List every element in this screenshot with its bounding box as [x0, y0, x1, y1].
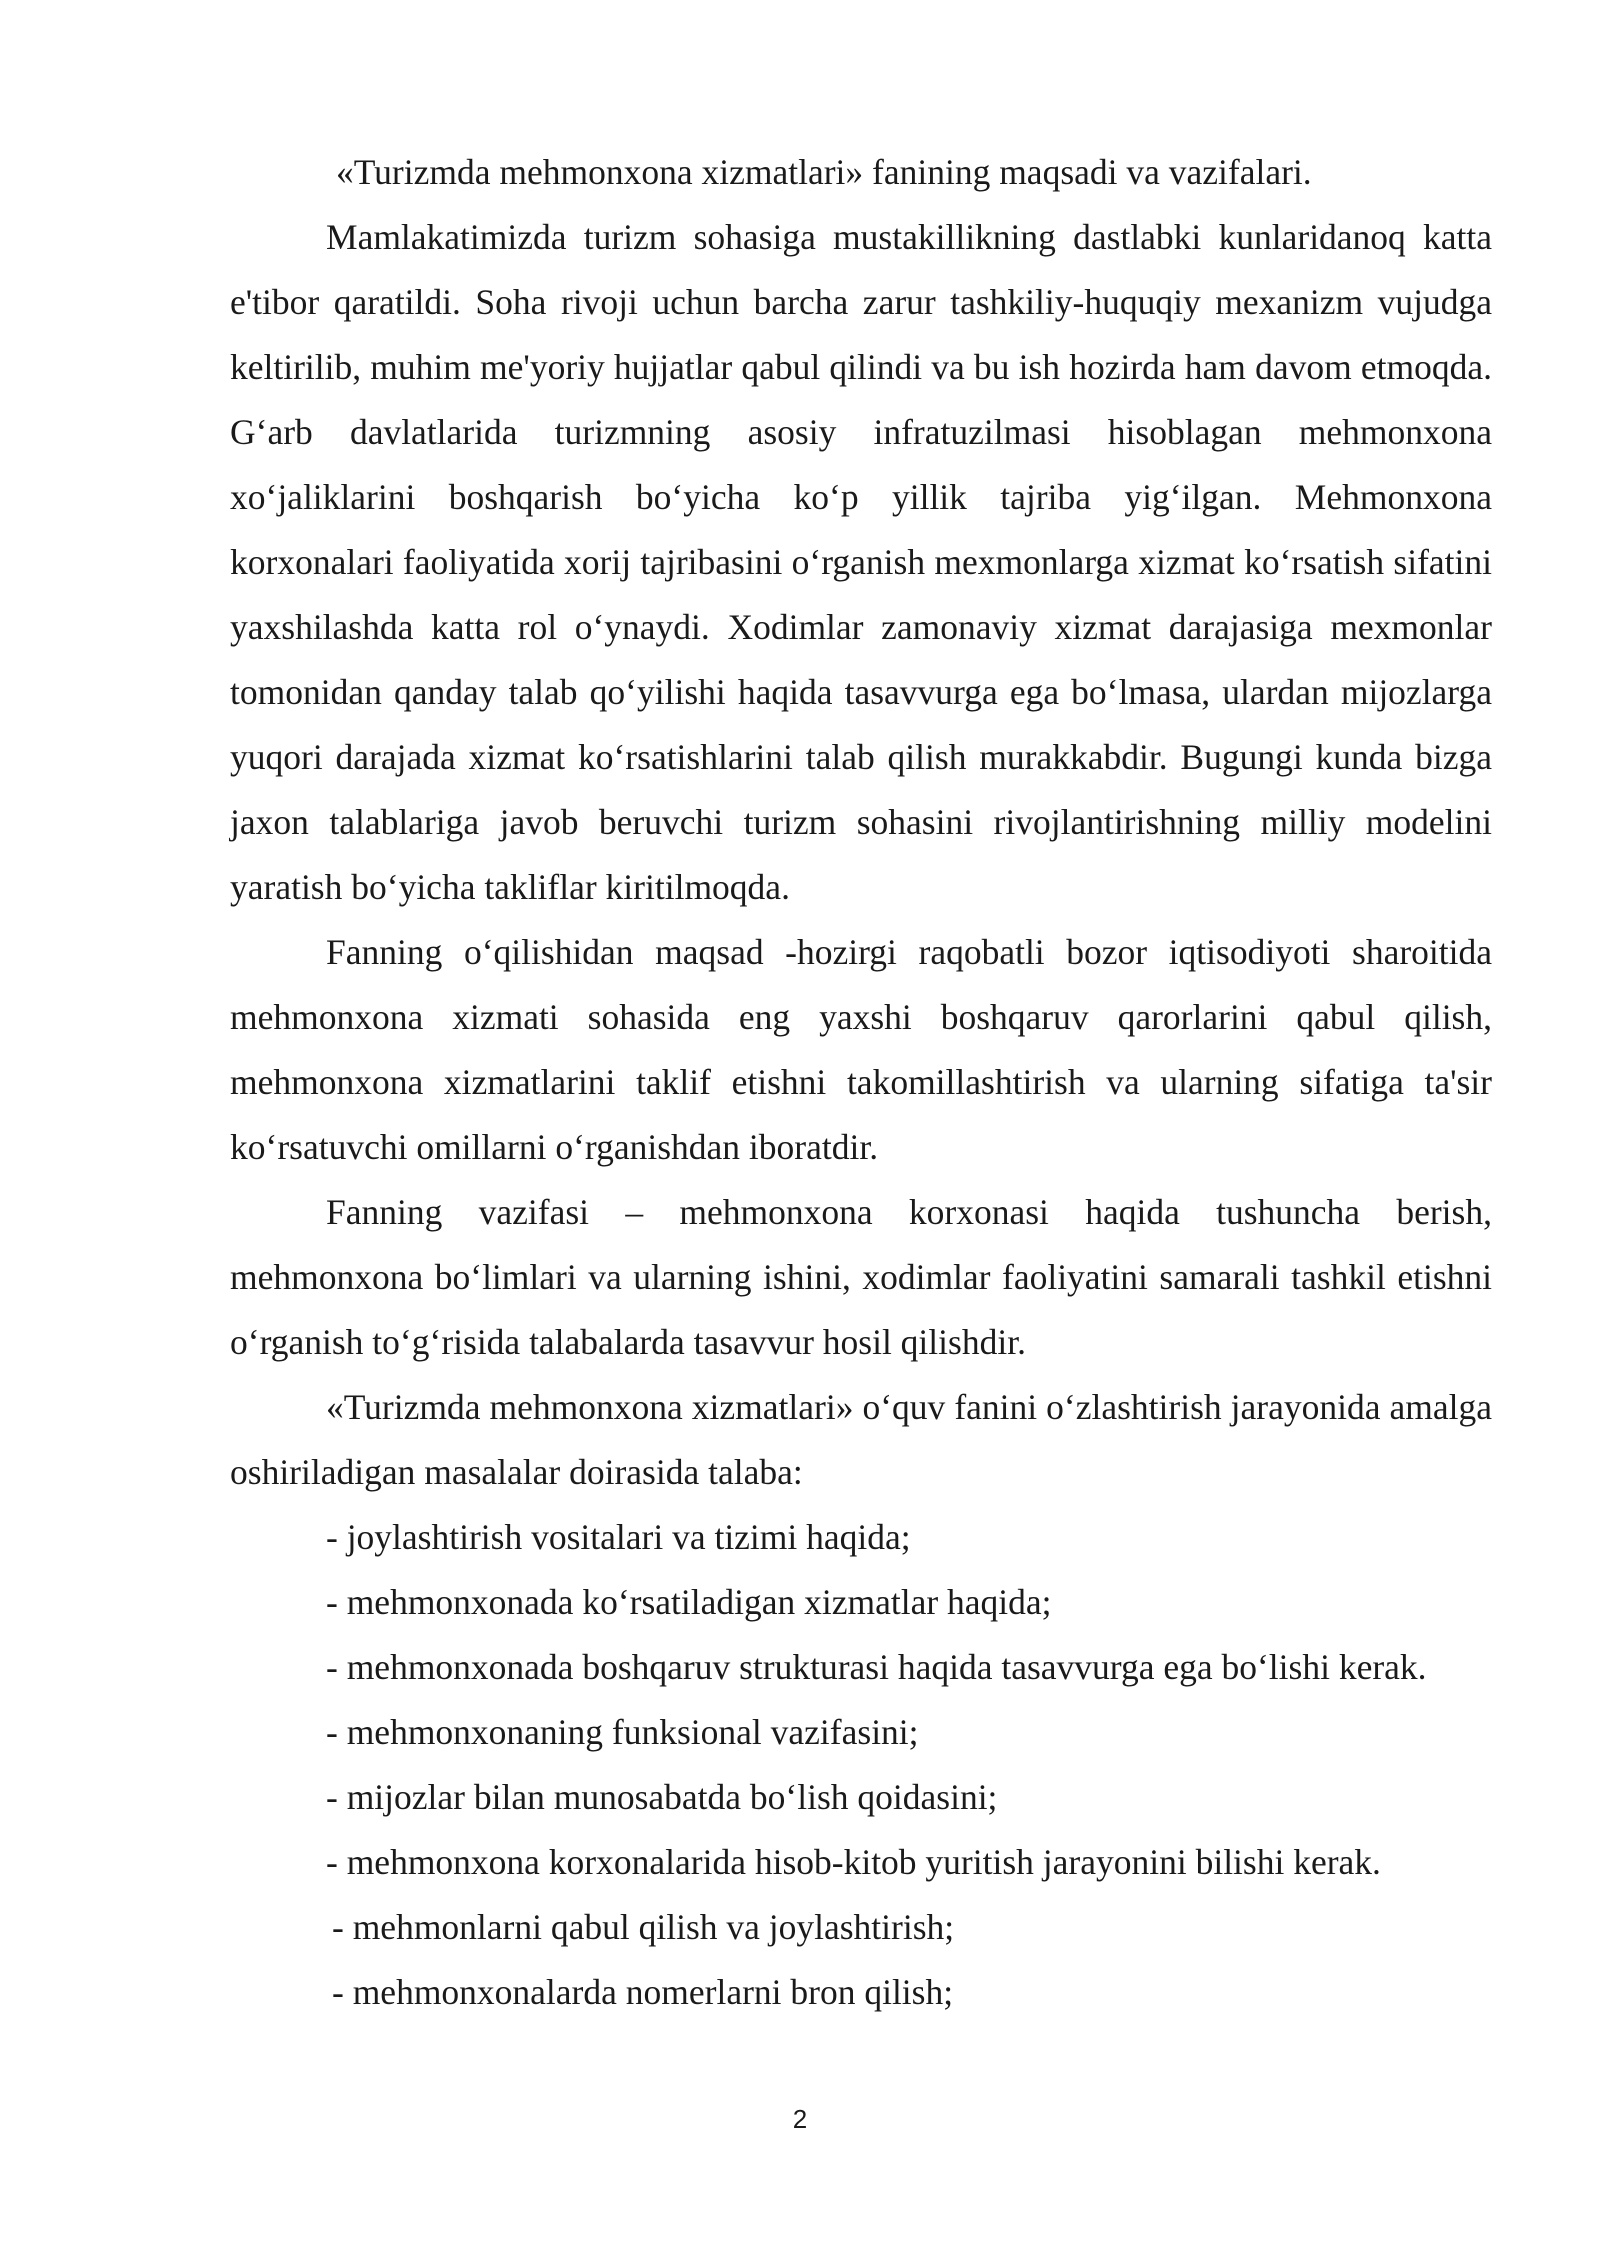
- list-item: - mehmonlarni qabul qilish va joylashtirish;: [332, 1907, 955, 1947]
- paragraph-goal: Fanning o‘qilishidan maqsad -hozirgi raqobatli bozor iqtisodiyoti sharoitida mehmonxona xizmati sohasida eng yaxshi boshqaruv qarorlarini qabul qilish, mehmonxona xizmatlarini taklif etishni takomillashtirish va ularning sifatiga ta'sir ko‘rsatuvchi omillarni o‘rganishdan iboratdir.: [230, 932, 1492, 1167]
- document-title: «Turizmda mehmonxona xizmatlari» fanining maqsadi va vazifalari.: [336, 152, 1312, 192]
- list-item: - mehmonxonaning funksional vazifasini;: [326, 1712, 919, 1752]
- list-item: - mijozlar bilan munosabatda bo‘lish qoidasini;: [326, 1777, 998, 1817]
- page-number: 2: [792, 2104, 808, 2134]
- list-item: - mehmonxonada boshqaruv strukturasi haqida tasavvurga ega bo‘lishi kerak.: [326, 1647, 1427, 1687]
- paragraph-student-requirements: «Turizmda mehmonxona xizmatlari» o‘quv fanini o‘zlashtirish jarayonida amalga oshiriladigan masalalar doirasida talaba:: [230, 1387, 1492, 1492]
- list-item: - mehmonxona korxonalarida hisob-kitob yuritish jarayonini bilishi kerak.: [326, 1842, 1381, 1882]
- list-item: - joylashtirish vositalari va tizimi haqida;: [326, 1517, 911, 1557]
- document-page: [230, 140, 1492, 2025]
- list-item: - mehmonxonalarda nomerlarni bron qilish;: [332, 1972, 954, 2012]
- paragraph-intro: Mamlakatimizda turizm sohasiga mustakillikning dastlabki kunlaridanoq katta e'tibor qaratildi. Soha rivoji uchun barcha zarur tashkiliy-huquqiy mexanizm vujudga keltirilib, muhim me'yoriy hujjatlar qabul qilindi va bu ish hozirda ham davom etmoqda. G‘arb davlatlarida turizmning asosiy infratuzilmasi hisoblagan mehmonxona xo‘jaliklarini boshqarish bo‘yicha ko‘p yillik tajriba yig‘ilgan. Mehmonxona korxonalari faoliyatida xorij tajribasini o‘rganish mexmonlarga xizmat ko‘rsatish sifatini yaxshilashda katta rol o‘ynaydi. Xodimlar zamonaviy xizmat darajasiga mexmonlar tomonidan qanday talab qo‘yilishi haqida tasavvurga ega bo‘lmasa, ulardan mijozlarga yuqori darajada xizmat ko‘rsatishlarini talab qilish murakkabdir. Bugungi kunda bizga jaxon talablariga javob beruvchi turizm sohasini rivojlantirishning milliy modelini yaratish bo‘yicha takliflar kiritilmoqda.: [230, 217, 1492, 907]
- paragraph-tasks: Fanning vazifasi – mehmonxona korxonasi haqida tushuncha berish, mehmonxona bo‘limlari va ularning ishini, xodimlar faoliyatini samarali tashkil etishni o‘rganish to‘g‘risida talabalarda tasavvur hosil qilishdir.: [230, 1192, 1492, 1362]
- list-item: - mehmonxonada ko‘rsatiladigan xizmatlar haqida;: [326, 1582, 1052, 1622]
